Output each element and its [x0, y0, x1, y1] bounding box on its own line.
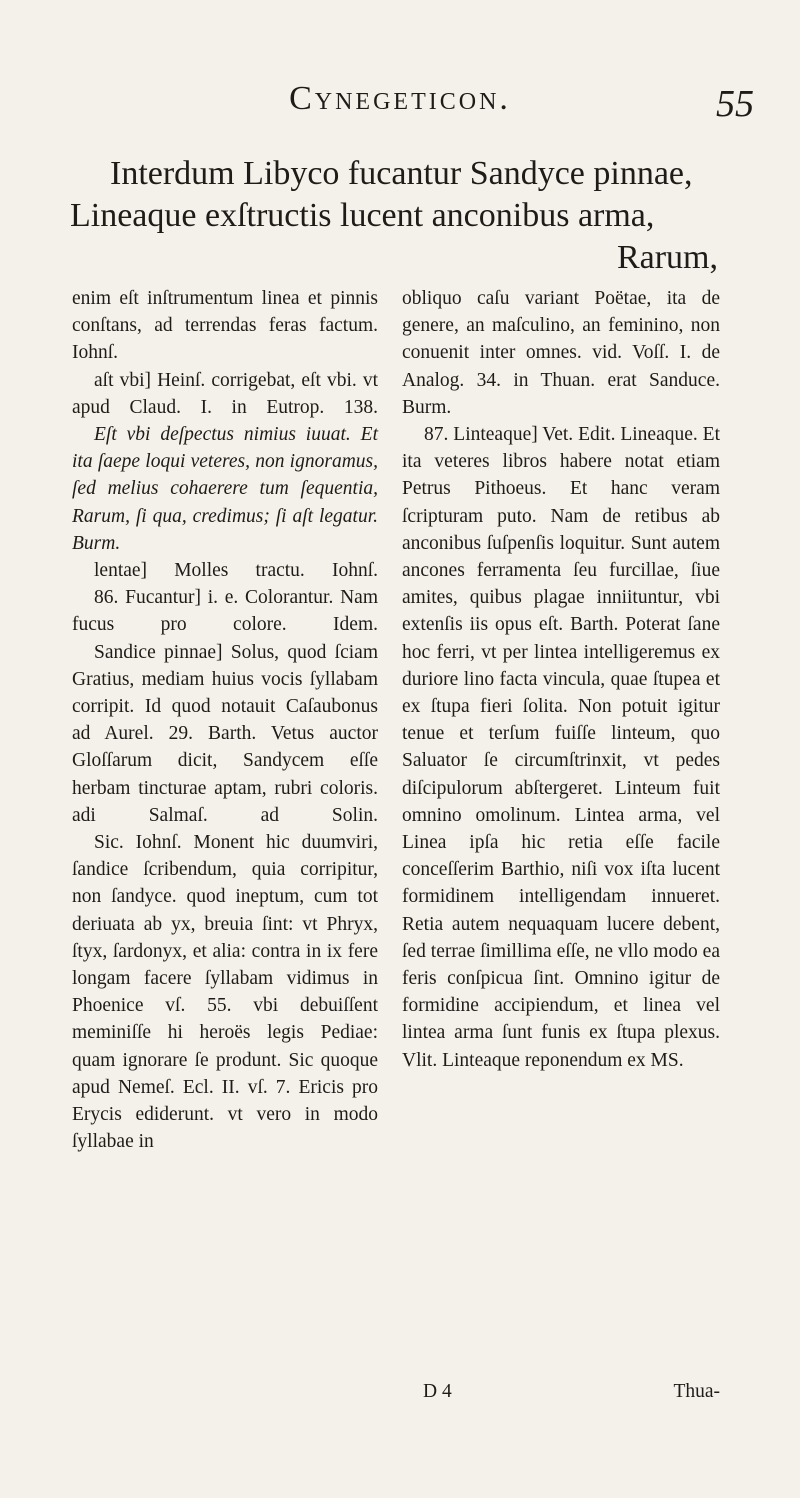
note-paragraph: lentae] Molles tractu. Iohnſ.: [94, 560, 378, 582]
commentary-right-column: [402, 285, 720, 1074]
note-paragraph: 86. Fucantur] i. e. Colorantur. Nam fucus pro colore. Idem.: [72, 587, 378, 636]
note-paragraph: enim eſt inſtrumentum linea et pinnis conſtans, ad terrendas feras factum. Iohnſ.: [72, 288, 378, 364]
verse-line-1: Interdum Libyco fucantur Sandyce pinnae,: [110, 155, 693, 192]
page-footer: [423, 1381, 720, 1409]
note-paragraph: aſt vbi] Heinſ. corrigebat, eſt vbi. vt apud Claud. I. in Eutrop. 138.: [72, 369, 378, 418]
running-title: Cynegeticon.: [289, 80, 511, 117]
verse-catchword: Rarum,: [616, 239, 718, 276]
note-paragraph: Sic. Iohnſ. Monent hic duumviri, ſandice ſcribendum, quia corripitur, non ſandyce. quod ineptum, cum tot deriuata ab yx, breuia ſint: vt Phryx, ſtyx, ſardonyx, et alia: contra in ix fere longam facere ſyllabam vidimus in Phoenice vſ. 55. vbi debuiſſent meminiſſe hi heroës legis Pediae: quam ignorare ſe produnt. Sic quoque apud Nemeſ. Ecl. II. vſ. 7. Ericis pro Erycis ediderunt. vt vero in modo ſyllabae in: [72, 832, 378, 1153]
page-number: 55: [716, 83, 754, 125]
verse-line-2: Lineaque exſtructis lucent anconibus arma,: [70, 197, 655, 234]
footer-catchword: Thua-: [673, 1381, 720, 1402]
note-paragraph: 87. Linteaque] Vet. Edit. Lineaque. Et ita veteres libros habere notat etiam Petrus Pithoeus. Et hanc veram ſcripturam puto. Nam de retibus ab anconibus ſuſpenſis loquitur. Sunt autem ancones ferramenta ſeu furcillae, ſiue amites, quibus plagae inniituntur, vbi extenſis iis opus eſt. Barth. Poterat ſane hoc ferri, vt per lintea intelligeremus ex duriore lino facta vincula, quae ſtupea et ex ſtupa fieri ſolita. Non potuit igitur tenue et terſum fuiſſe linteum, quo Saluator ſe circumſtrinxit, vt pedes diſcipulorum abſtergeret. Linteum fuit omnino omolinum. Lintea arma, vel Linea ipſa hic retia eſſe facile conceſſerim Barthio, niſi vox iſta lucent formidinem intelligendam innueret. Retia autem nequaquam lucere debent, ſed terrae ſimillima eſſe, ne vllo modo ea feris conſpicua ſint. Omnino igitur de formidine accipiendum, et linea vel lintea arma ſunt funis ex ſtupa plexus. Vlit. Linteaque reponendum ex MS.: [402, 424, 720, 1071]
signature-mark: D 4: [423, 1381, 452, 1402]
note-paragraph: Eſt vbi deſpectus nimius iuuat. Et ita ſaepe loqui veteres, non ignoramus, ſed melius cohaerere tum ſequentia, Rarum, ſi qua, credimus; ſi aſt legatur. Burm.: [72, 424, 378, 554]
commentary-left-column: [72, 285, 378, 1156]
note-paragraph: obliquo caſu variant Poëtae, ita de genere, an maſculino, an feminino, non conuenit inter omnes. vid. Voſſ. I. de Analog. 34. in Thuan. erat Sanduce. Burm.: [402, 288, 720, 418]
note-paragraph: Sandice pinnae] Solus, quod ſciam Gratius, mediam huius vocis ſyllabam corripit. Id quod notauit Caſaubonus ad Aurel. 29. Barth. Vetus auctor Gloſſarum dicit, Sandycem eſſe herbam tincturae aptam, rubri coloris. adi Salmaſ. ad Solin.: [72, 641, 378, 826]
running-header: [0, 80, 800, 130]
